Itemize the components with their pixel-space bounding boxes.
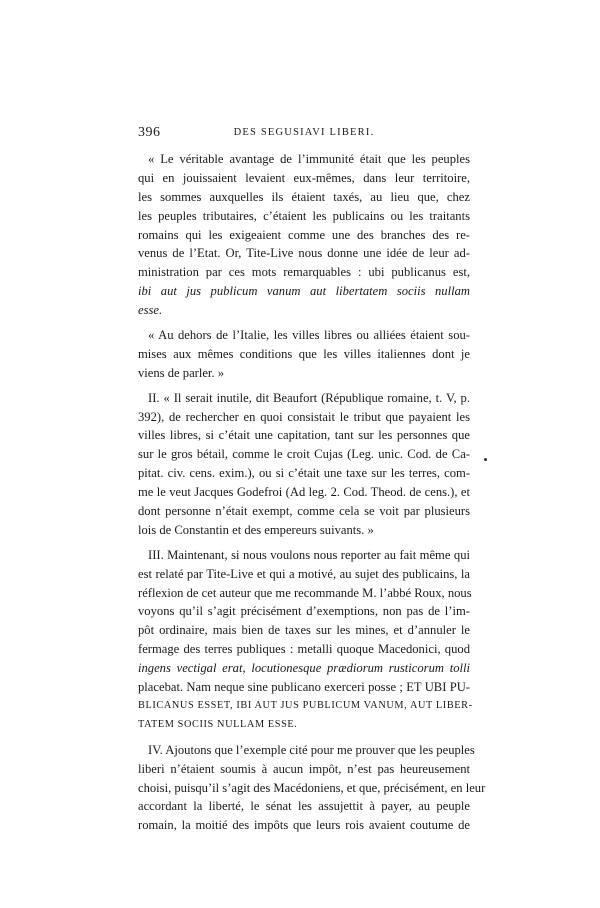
page-header bbox=[138, 125, 470, 143]
text-line: IV. Ajoutons que l’exemple cité pour me prouver que les peuples bbox=[148, 742, 475, 757]
text-line: ministration par ces mots remarquables : ubi publicanus est, bbox=[138, 265, 470, 280]
text-line: mises aux mêmes conditions que les villes italiennes dont je bbox=[138, 346, 470, 361]
text-line: romain, la moitié des impôts que leurs rois avaient coutume de bbox=[138, 818, 470, 833]
text-line: les sommes auxquelles ils étaient taxés, au lieu que, chez bbox=[138, 189, 470, 204]
text-line: me le veut Jacques Godefroi (Ad leg. 2. Cod. Theod. de cens.), et bbox=[138, 485, 470, 500]
text-line: voyons qu’il s’agit précisément d’exemptions, non pas de l’im- bbox=[138, 604, 470, 619]
page-number: 396 bbox=[138, 125, 161, 140]
text-line: romains qui les exigeaient comme une des branches des re- bbox=[138, 227, 470, 242]
paragraph-immunity bbox=[138, 150, 470, 320]
paragraph-section-ii bbox=[138, 389, 470, 540]
margin-mark bbox=[484, 458, 487, 461]
text-line: « Au dehors de l’Italie, les villes libres ou alliées étaient sou- bbox=[148, 328, 470, 343]
text-line: réflexion de cet auteur que me recommande M. l’abbé Roux, nous bbox=[138, 585, 472, 600]
text-line: 392), de rechercher en quoi consistait le tribut que payaient les bbox=[138, 409, 470, 424]
text-line: pôt ordinaire, mais bien de taxes sur les mines, et d’annuler le bbox=[138, 623, 470, 638]
text-line: II. « Il serait inutile, dit Beaufort (République romaine, t. V, p. bbox=[148, 390, 470, 405]
text-line: liberi n’étaient soumis à aucun impôt, n’est pas heureusement bbox=[138, 761, 470, 776]
running-title: DES SEGUSIAVI LIBERI. bbox=[233, 127, 375, 138]
text-line: les peuples tributaires, c’étaient les publicains ou les traitants bbox=[138, 208, 470, 223]
text-line: esse. bbox=[138, 303, 163, 318]
text-line: sur le gros bétail, comme le croit Cujas (Leg. unic. Cod. de Ca- bbox=[138, 447, 470, 462]
text-line: choisi, puisqu’il s’agit des Macédoniens, et que, précisément, en leur bbox=[138, 780, 486, 795]
text-line: « Le véritable avantage de l’immunité était que les peuples bbox=[148, 152, 470, 166]
text-line: dont personne n’était exempt, comme cela se voit par plusieurs bbox=[138, 504, 470, 519]
text-line: III. Maintenant, si nous voulons nous reporter au fait même qui bbox=[148, 547, 470, 562]
text-line: venus de l’Etat. Or, Tite-Live nous donne une idée de leur ad- bbox=[138, 246, 470, 261]
paragraph-section-iii bbox=[138, 546, 473, 735]
text-line: accordant la liberté, le sénat les assujettit à payer, au peuple bbox=[138, 799, 470, 814]
text-line: TATEM SOCIIS NULLAM ESSE. bbox=[138, 718, 298, 730]
paragraph-section-iv bbox=[138, 741, 486, 835]
text-line: pitat. civ. cens. exim.), ou si c’était une taxe sur les terres, com- bbox=[138, 466, 470, 481]
text-line: ingens vectigal erat, locutionesque prædiorum rusticorum tolli bbox=[138, 661, 470, 676]
page-body bbox=[138, 150, 486, 841]
text-line: qui en jouissaient levaient eux-mêmes, dans leur territoire, bbox=[138, 170, 470, 185]
text-line: placebat. Nam neque sine publicano exerceri posse ; ET UBI PU- bbox=[138, 680, 470, 695]
text-line: viens de parler. » bbox=[138, 365, 225, 380]
text-line: lois de Constantin et des empereurs suivants. » bbox=[138, 522, 374, 537]
text-line: est relaté par Tite-Live et qui a motivé, au sujet des publicains, la bbox=[138, 566, 470, 581]
text-line: villes libres, si c’était une capitation, tant sur les personnes que bbox=[138, 428, 470, 443]
text-line: ibi aut jus publicum vanum aut libertatem sociis nullam bbox=[138, 284, 470, 299]
text-line: fermage des terres publiques : metalli quoque Macedonici, quod bbox=[138, 642, 470, 657]
paragraph-outside-italy bbox=[138, 326, 470, 383]
text-line: BLICANUS ESSET, IBI AUT JUS PUBLICUM VANUM, AUT LIBER- bbox=[138, 699, 473, 711]
